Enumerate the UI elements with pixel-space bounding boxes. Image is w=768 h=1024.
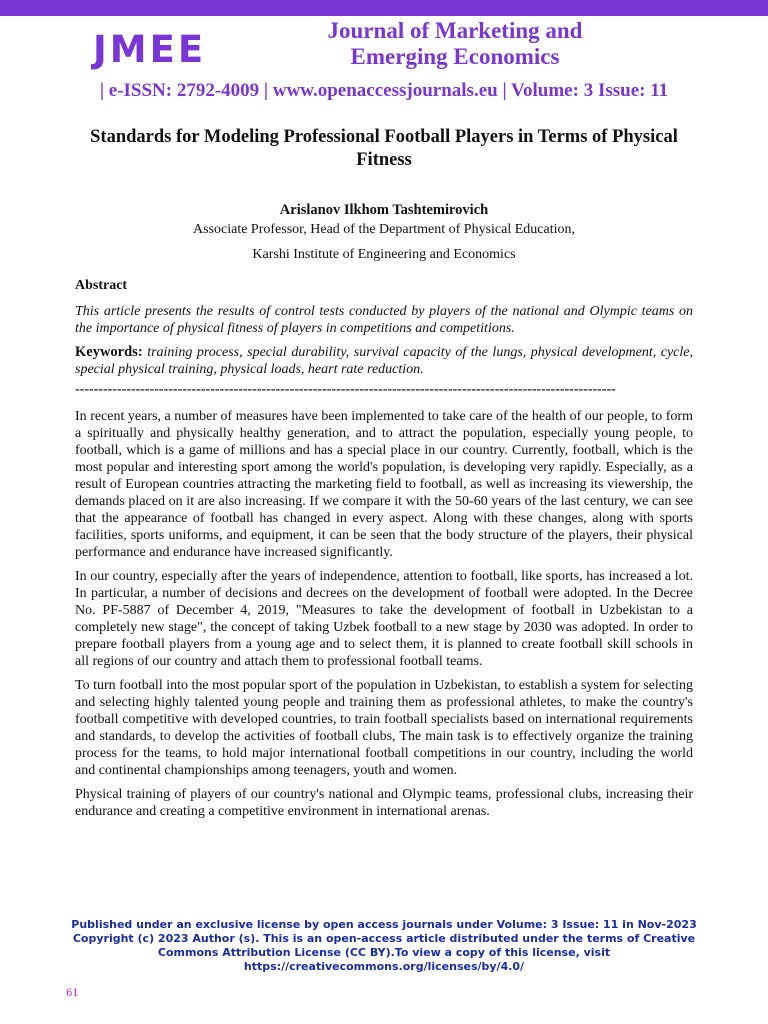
footer-line3: Commons Attribution License (CC BY).To view a copy of this license, visit	[157, 946, 611, 959]
section-separator: --------------------------------------------------------------------------------------------------------------------	[75, 382, 616, 397]
license-link[interactable]: https://creativecommons.org/licenses/by/4.0/	[243, 960, 525, 973]
keywords	[75, 344, 693, 378]
body-paragraph: In recent years, a number of measures have been implemented to take care of the health of our people, to form a spiritually and physically healthy generation, and to attract the population, especially young people, to football, which is a game of millions and has a special place in our country. Currently, football, which is the most popular and interesting sport among the world's population, is developing very rapidly. Especially, as a result of European countries attracting the marketing field to football, as well as increasing its viewership, the demands placed on it are also increasing. If we compare it with the 50-60 years of the last century, we can see that the appearance of football has changed in every aspect. Along with these changes, along with sports facilities, sports uniforms, and equipment, it can be seen that the body structure of the players, their physical performance and endurance have increased significantly.	[75, 409, 693, 560]
body-paragraph: To turn football into the most popular sport of the population in Uzbekistan, to establish a system for selecting and selecting highly talented young people and training them as professional athletes, to make the country's football competitive with developed countries, to train football specialists based on international requirements and standards, to develop the activities of football clubs, The main task is to effectively organize the training process for the teams, to hold major international football competitions in our country, including the world and continental championships among teenagers, youth and women.	[75, 678, 693, 778]
body-paragraph: Physical training of players of our country's national and Olympic teams, professional clubs, increasing their endurance and creating a competitive environment in international arenas.	[75, 787, 693, 819]
affiliation-line1: Associate Professor, Head of the Department of Physical Education,	[193, 222, 575, 237]
journal-title-line2: Emerging Economics	[350, 44, 560, 69]
author-name: Arislanov Ilkhom Tashtemirovich	[279, 202, 489, 218]
top-color-bar	[0, 0, 768, 16]
journal-title-line1: Journal of Marketing and	[327, 18, 583, 43]
issn-line: | e-ISSN: 2792-4009 | www.openaccessjournals.eu | Volume: 3 Issue: 11	[99, 80, 669, 101]
footer-line2: Copyright (c) 2023 Author (s). This is an open-access article distributed under the terms of Creative	[72, 932, 696, 945]
keywords-label: Keywords:	[75, 344, 143, 360]
article-title: Standards for Modeling Professional Football Players in Terms of Physical Fitness	[90, 127, 678, 170]
journal-logo: JMEE	[93, 28, 207, 71]
affiliation-line2: Karshi Institute of Engineering and Economics	[252, 247, 516, 262]
journal-title	[290, 18, 620, 70]
keywords-text: training process, special durability, survival capacity of the lungs, physical development, cycle, special physical training, physical loads, heart rate reduction.	[75, 345, 693, 377]
abstract-heading: Abstract	[75, 278, 128, 293]
page-number: 61	[66, 988, 79, 999]
abstract-text: This article presents the results of control tests conducted by players of the national and Olympic teams on the importance of physical fitness of players in competitions and competitions.	[75, 304, 693, 336]
body-paragraph: In our country, especially after the years of independence, attention to football, like sports, has increased a lot. In particular, a number of decisions and decrees on the development of football were adopted. In the Decree No. PF-5887 of December 4, 2019, "Measures to take the development of football in Uzbekistan to a completely new stage", the concept of taking Uzbek football to a new stage by 2030 was adopted. In order to prepare football players from a young age and to select them, it is planned to create football skill schools in all regions of our country and attach them to professional football teams.	[75, 569, 693, 669]
footer-line1: Published under an exclusive license by open access journals under Volume: 3 Issue: 11 in Nov-2023	[71, 918, 697, 931]
article-body	[75, 408, 693, 827]
license-footer	[60, 918, 708, 974]
